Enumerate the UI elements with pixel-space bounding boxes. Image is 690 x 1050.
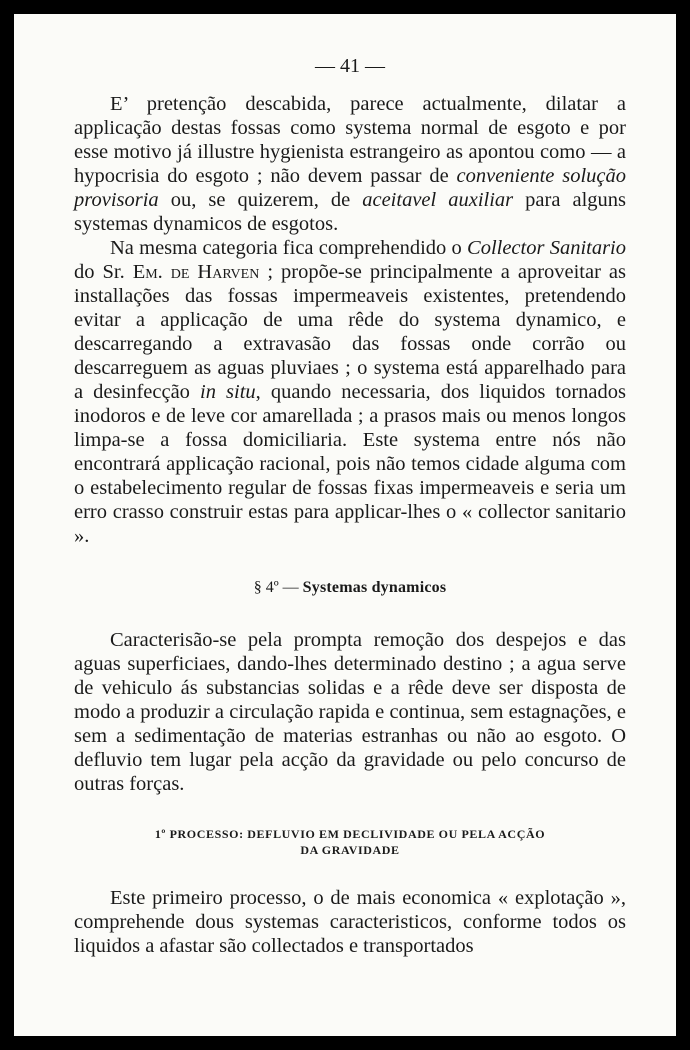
paragraph-1 bbox=[74, 92, 626, 236]
subheading-line-1: 1º PROCESSO: DEFLUVIO EM DECLIVIDADE OU PELA ACÇÃO bbox=[154, 827, 546, 841]
section-title: Systemas dynamicos bbox=[302, 579, 447, 596]
paragraph-3: Caracterisão-se pela prompta remoção dos despejos e das aguas superficiaes, dando-lhes determinado destino ; a agua serve de vehiculo ás substancias solidas e a rêde deve ser disposta de modo a produzir a circulação rapida e continua, sem estagnações, e sem a sedimentação de materias estranhas ou não ao esgoto. O defluvio tem lugar pela acção da gravidade ou pelo concurso de outras forças. bbox=[74, 629, 626, 795]
section-heading bbox=[74, 576, 626, 600]
paragraph-4: Este primeiro processo, o de mais economica « explotação », comprehende dous systemas caracteristicos, conforme todos os liquidos a afastar são collectados e transportados bbox=[74, 887, 626, 957]
paragraph-2-italic-a: Collector Sanitario bbox=[467, 237, 627, 259]
author-name: Em. de Harven bbox=[132, 261, 260, 283]
paragraph-2-italic-b: in situ bbox=[200, 381, 256, 403]
paragraph-2-text-a: Na mesma categoria fica comprehendido o bbox=[110, 237, 468, 259]
book-page bbox=[14, 14, 676, 1036]
paragraph-1-italic-a: conveniente solução provisoria bbox=[74, 165, 626, 211]
subheading-line-2: DA GRAVIDADE bbox=[300, 843, 400, 857]
paragraph-2 bbox=[74, 236, 626, 548]
paragraph-1-text-a: E’ pretenção descabida, parece actualmente, dilatar a applicação destas fossas como systema normal de esgoto e por esse motivo já illustre hygienista estrangeiro as apontou como — a hypocrisia do esgoto ; não devem passar de bbox=[74, 93, 626, 187]
paragraph-1-text-b: ou, se quizerem, de bbox=[158, 189, 363, 211]
paragraph-2-text-c: ; propõe-se principalmente a aproveitar as installações das fossas impermeaveis existentes, pretendendo evitar a applicação de uma rêde do systema dynamico, e descarregando a extravasão das fossas onde corrão ou descarreguem as aguas pluviaes ; o systema está apparelhado para a desinfecção bbox=[74, 261, 626, 403]
paragraph-1-italic-b: aceitavel auxiliar bbox=[362, 189, 514, 211]
subheading bbox=[74, 826, 626, 858]
paragraph-2-text-b: do Sr. bbox=[74, 261, 133, 283]
section-number: § 4º — bbox=[253, 579, 303, 596]
page-text bbox=[74, 54, 626, 958]
paragraph-1-text-c: para alguns systemas dynamicos de esgotos. bbox=[74, 189, 626, 235]
page-number: — 41 — bbox=[315, 55, 385, 77]
paragraph-2-text-d: , quando necessaria, dos liquidos tornados inodoros e de leve cor amarellada ; a prasos mais ou menos longos limpa-se a fossa domiciliaria. Este systema entre nós não encontrará applicação racional, pois não temos cidade alguma com o estabelecimento regular de fossas fixas impermeaveis e seria um erro crasso construir estas para applicar-lhes o « collector sanitario ». bbox=[74, 381, 626, 547]
